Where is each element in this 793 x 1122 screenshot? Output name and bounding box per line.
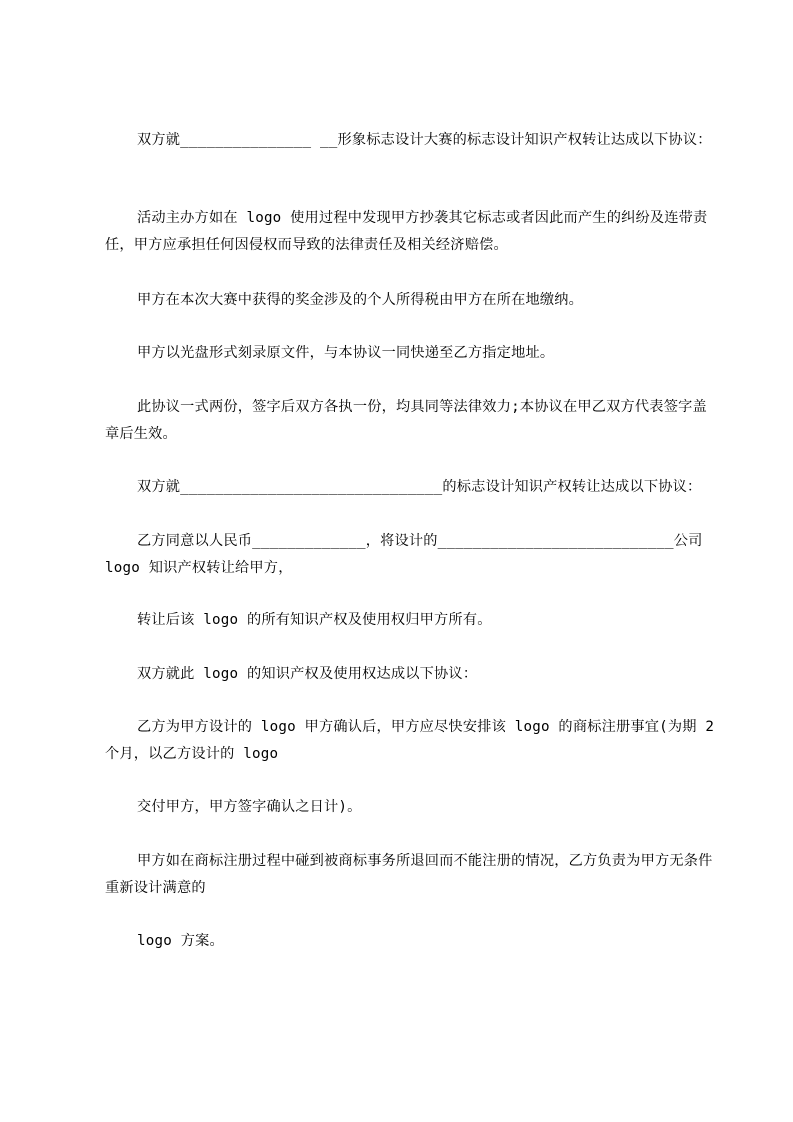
paragraph-transfer-intro: 双方就______________________________的标志设计知识产权转让达成以下协议： — [137, 479, 702, 495]
paragraph-usage-rights: 双方就此 logo 的知识产权及使用权达成以下协议： — [137, 666, 478, 682]
paragraph-ownership: 转让后该 logo 的所有知识产权及使用权归甲方所有。 — [137, 612, 492, 628]
paragraph-trademark-registration: 乙方为甲方设计的 logo 甲方确认后，甲方应尽快安排该 logo 的商标注册事宜(为期 2 个月，以乙方设计的 logo — [105, 719, 723, 762]
paragraph-cd-delivery: 甲方以光盘形式刻录原文件，与本协议一同快递至乙方指定地址。 — [137, 345, 555, 361]
paragraph-infringement-liability: 活动主办方如在 logo 使用过程中发现甲方抄袭其它标志或者因此而产生的纠纷及连带责任，甲方应承担任何因侵权而导致的法律责任及相关经济赔偿。 — [105, 210, 708, 253]
paragraph-agreement-intro: 双方就_______________ __形象标志设计大赛的标志设计知识产权转让达成以下协议： — [137, 132, 712, 148]
paragraph-logo-plan: logo 方案。 — [137, 933, 224, 949]
paragraph-redesign: 甲方如在商标注册过程中碰到被商标事务所退回而不能注册的情况，乙方负责为甲方无条件重新设计满意的 — [105, 853, 713, 896]
paragraph-delivery-date: 交付甲方，甲方签字确认之日计)。 — [137, 799, 362, 815]
paragraph-effectiveness: 此协议一式两份，签字后双方各执一份，均具同等法律效力;本协议在甲乙双方代表签字盖章后生效。 — [105, 399, 707, 442]
paragraph-transfer-price: 乙方同意以人民币_____________，将设计的___________________________公司 logo 知识产权转让给甲方， — [105, 533, 712, 576]
paragraph-prize-tax: 甲方在本次大赛中获得的奖金涉及的个人所得税由甲方在所在地缴纳。 — [137, 292, 584, 308]
